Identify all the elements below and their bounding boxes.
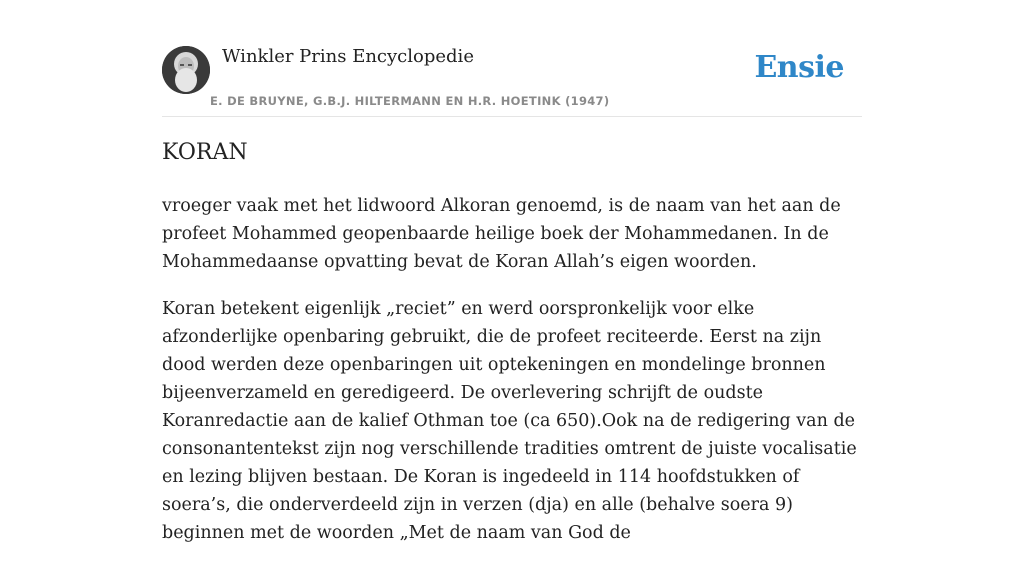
article-paragraph: Koran betekent eigenlijk „reciet” en werd oorspronkelijk voor elke afzonderlijke openbaring gebruikt, die de profeet reciteerde. Eerst na zijn dood werden deze openbaringen uit optekeningen en mondelinge bronnen bijeenverzameld en geredigeerd. De overlevering schrijft de oudste Koranredactie aan de kalief Othman toe (ca 650).Ook na de redigering van de consonantentekst zijn nog verschillende tradities omtrent de juiste vocalisatie en lezing blijven bestaan. De Koran is ingedeeld in 114 hoofdstukken of soera’s, die onderverdeeld zijn in verzen (dja) en alle (behalve soera 9) beginnen met de woorden „Met de naam van God de [162,299,857,543]
portrait-icon [162,46,210,94]
avatar[interactable] [162,46,210,94]
site-title[interactable]: Winkler Prins Encyclopedie [222,46,474,67]
brand-logo[interactable]: Ensie [754,50,844,85]
article-paragraph: vroeger vaak met het lidwoord Alkoran genoemd, is de naam van het aan de profeet Mohammed geopenbaarde heilige boek der Mohammedanen. In de Mohammedaanse opvatting bevat de Koran Allah’s eigen woorden. [162,196,841,272]
article-title: KORAN [162,140,248,165]
author-byline: E. DE BRUYNE, G.B.J. HILTERMANN EN H.R. HOETINK (1947) [210,94,610,108]
site-header [162,46,862,117]
article-body [162,192,864,566]
